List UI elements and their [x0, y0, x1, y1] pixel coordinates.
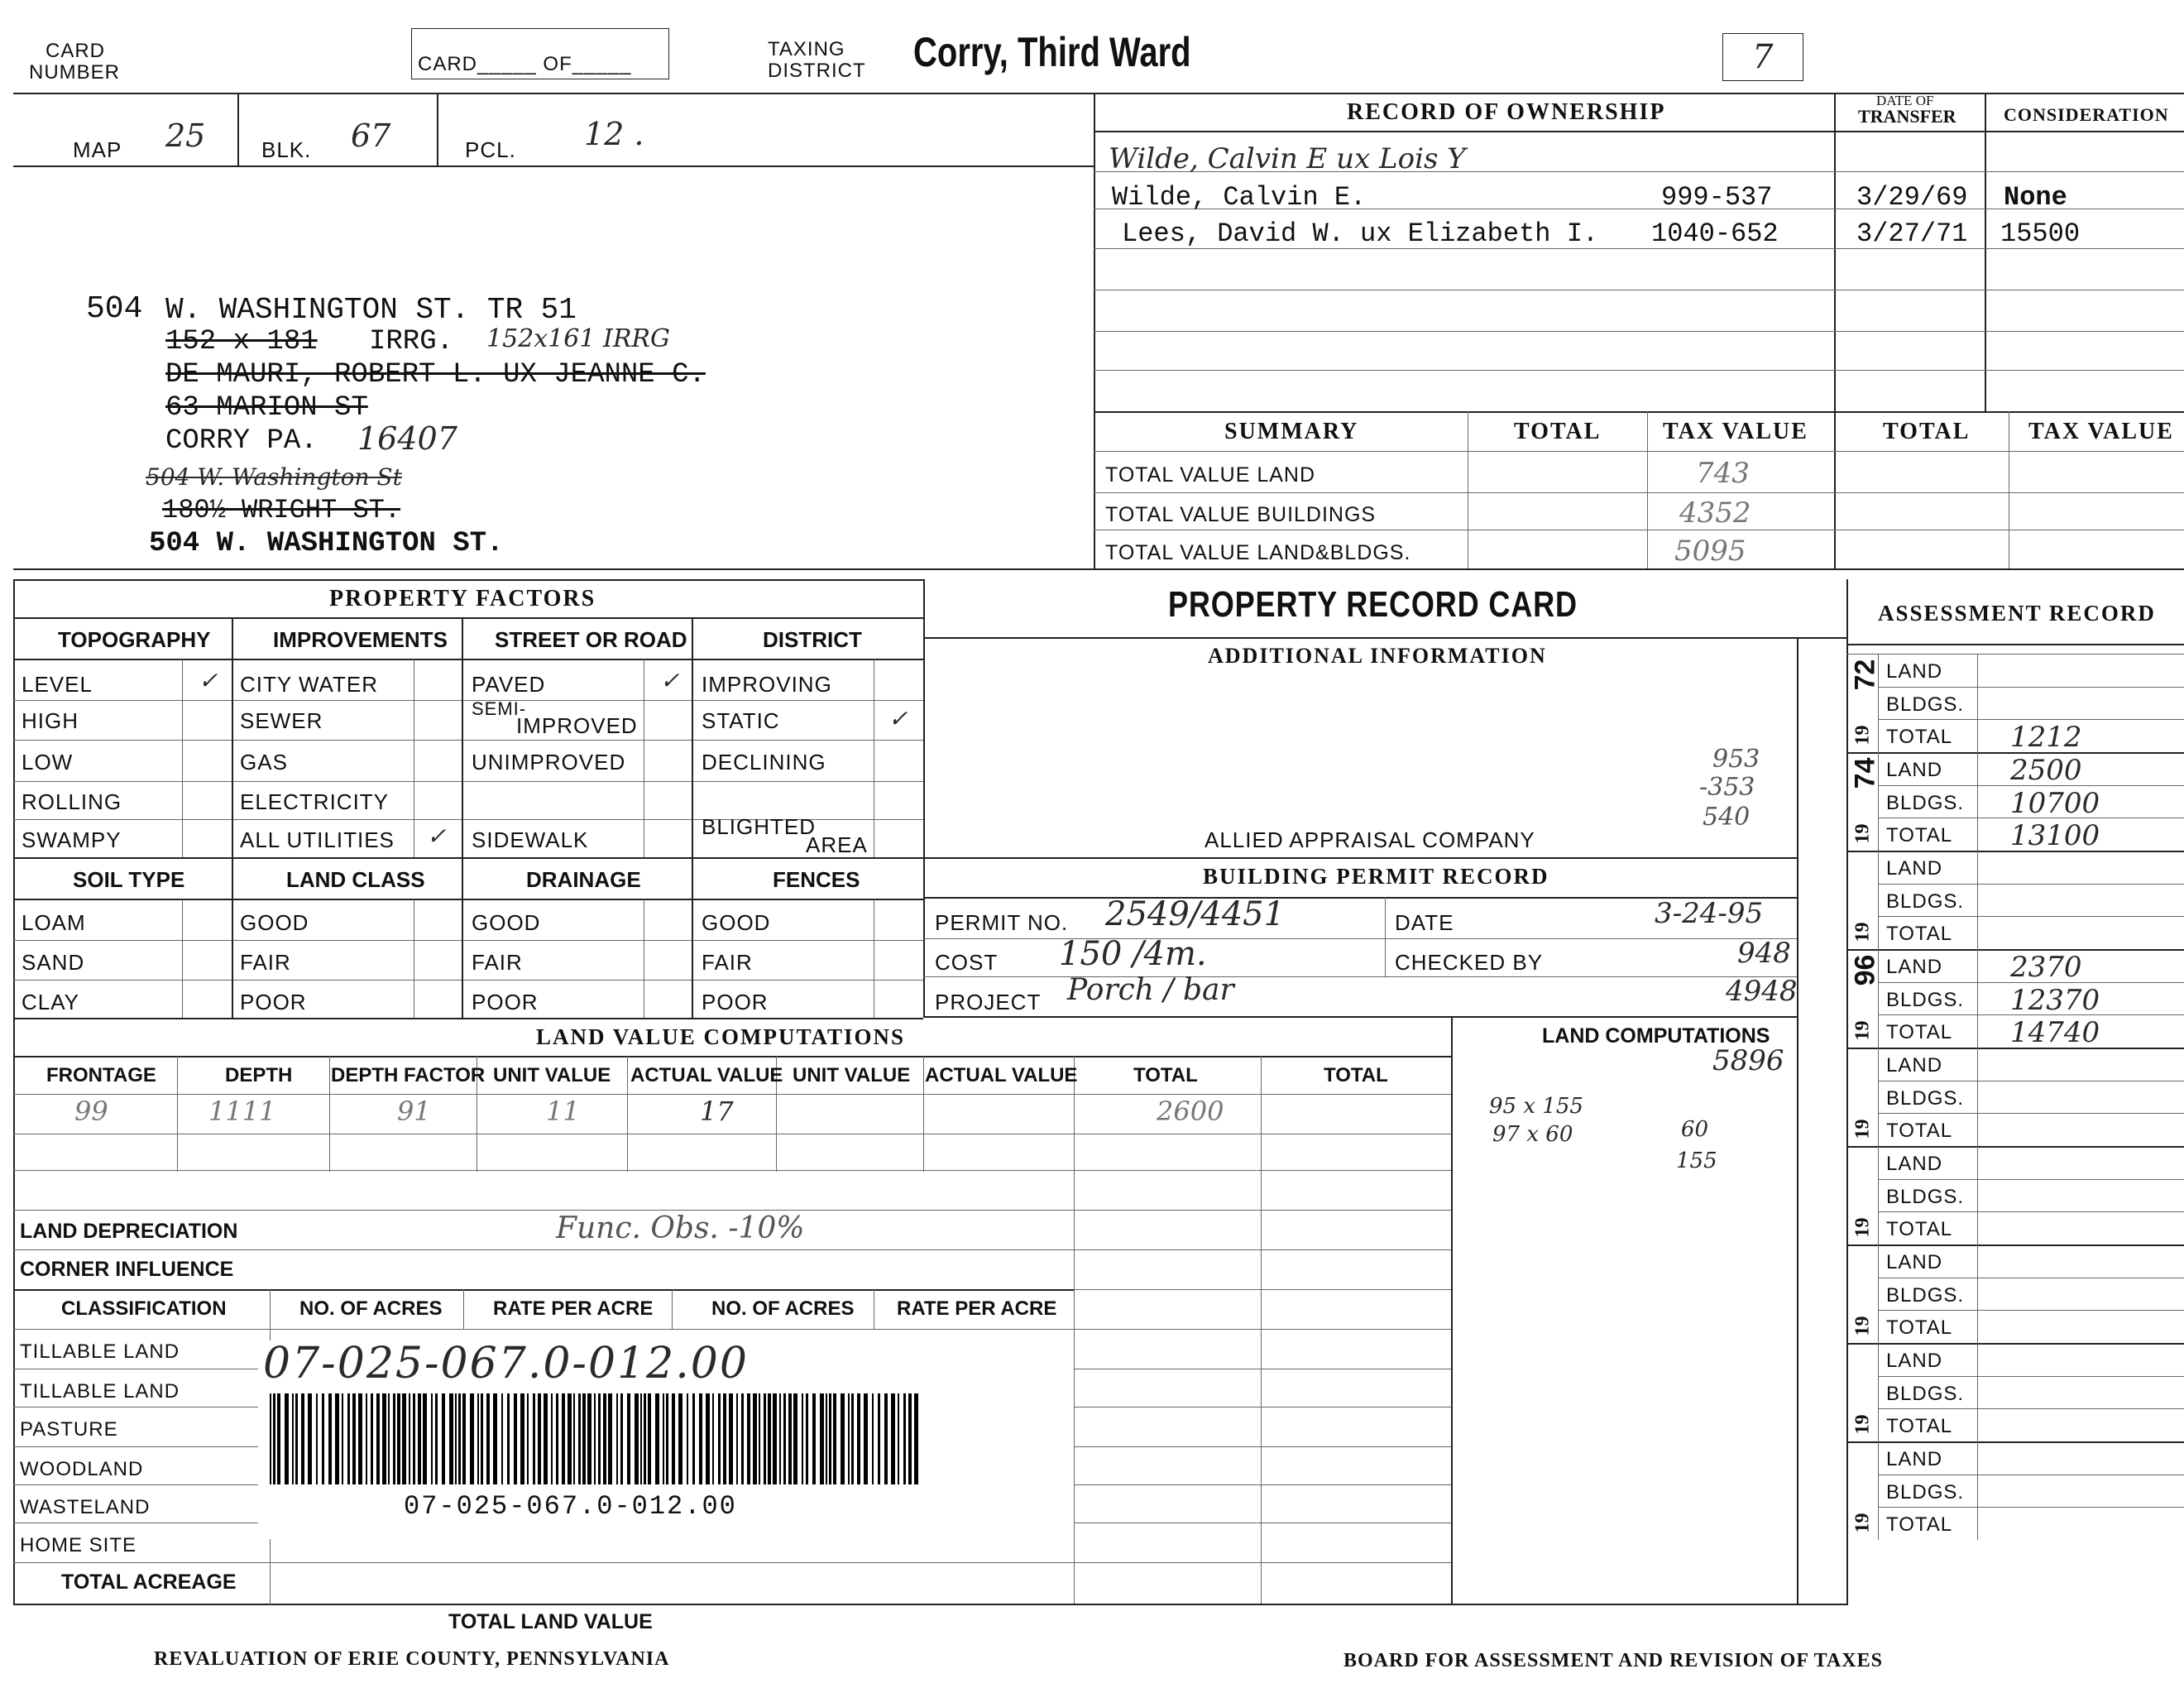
factor-label: FAIR [240, 950, 291, 975]
summary-tax-value-label-2: TAX VALUE [2028, 419, 2174, 444]
factor-label: GOOD [240, 910, 309, 935]
factor-label: SEWER [240, 708, 323, 733]
assessment-row-label: TOTAL [1886, 824, 1953, 847]
lv-total: 2600 [1157, 1096, 1224, 1127]
map-value: 25 [165, 117, 206, 154]
factor-label: PAVED [472, 672, 546, 697]
summary-hand-value: 4352 [1679, 496, 1751, 530]
lv-col-depth: DEPTH [225, 1064, 293, 1086]
factor-label: ALL UTILITIES [240, 827, 395, 852]
land-value-title: LAND VALUE COMPUTATIONS [536, 1024, 906, 1049]
cl-col-acres: NO. OF ACRES [299, 1297, 443, 1320]
assessment-row-label: TOTAL [1886, 726, 1953, 749]
appraisal-company: ALLIED APPRAISAL COMPANY [1205, 827, 1535, 852]
summary-row-label: TOTAL VALUE LAND [1105, 463, 1316, 487]
taxing-district: Corry, Third Ward [913, 29, 1191, 75]
check-mark: ✓ [199, 667, 218, 694]
assessment-year-prefix: 19 [1851, 1414, 1874, 1435]
factor-label: ELECTRICITY [240, 789, 390, 814]
summary-total-label: TOTAL [1514, 419, 1602, 444]
check-mark: ✓ [660, 667, 680, 694]
permit-no-label: PERMIT NO. [935, 910, 1069, 935]
assessment-row-label: TOTAL [1886, 1316, 1953, 1340]
check-mark: ✓ [888, 705, 908, 732]
assessment-value: 2370 [2010, 951, 2082, 984]
pcl-value: 12 . [584, 116, 644, 152]
owner-deed-book: 1040-652 [1651, 218, 1779, 249]
factor-label: SAND [22, 950, 85, 975]
summary-hand-value: 743 [1696, 457, 1750, 490]
corner-influence-label: CORNER INFLUENCE [20, 1258, 234, 1281]
assessment-row-label: LAND [1886, 1448, 1943, 1470]
barcode-icon [270, 1393, 923, 1484]
handwritten-struck: 504 W. Washington St [146, 463, 402, 491]
additional-hand-note: 953 [1712, 745, 1760, 774]
assessment-value: 10700 [2010, 786, 2100, 820]
factor-label: GOOD [472, 910, 541, 935]
prior-address-struck: 63 MARION ST [165, 392, 368, 424]
owner-name: Wilde, Calvin E. [1112, 182, 1367, 213]
factor-label: STATIC [702, 708, 780, 733]
assessment-row-label: BLDGS. [1886, 890, 1965, 913]
cl-col-classification: CLASSIFICATION [61, 1297, 227, 1320]
blk-value: 67 [351, 117, 391, 154]
assessment-row-label: BLDGS. [1886, 988, 1965, 1011]
total-acreage-label: TOTAL ACREAGE [61, 1571, 237, 1594]
land-comp-hand: 97 x 60 [1492, 1122, 1573, 1147]
assessment-row-label: LAND [1886, 660, 1943, 683]
lv-col-total-2: TOTAL [1324, 1064, 1388, 1086]
summary-total-label-2: TOTAL [1883, 419, 1971, 444]
factor-label: FAIR [702, 950, 753, 975]
permit-checked-label: CHECKED BY [1395, 950, 1544, 975]
factor-label: GOOD [702, 910, 771, 935]
cl-col-acres-2: NO. OF ACRES [711, 1297, 855, 1320]
property-record-card-title: PROPERTY RECORD CARD [1168, 584, 1578, 625]
blk-label: BLK. [261, 137, 312, 162]
owner-name: Lees, David W. ux Elizabeth I. [1122, 218, 1599, 249]
land-depreciation-label: LAND DEPRECIATION [20, 1220, 238, 1243]
permit-project-label: PROJECT [935, 990, 1042, 1014]
date-of-label: DATE OF [1876, 93, 1934, 108]
owner-transfer-date: 3/29/69 [1856, 182, 1968, 213]
district-label: DISTRICT [768, 60, 866, 82]
ownership-title: RECORD OF OWNERSHIP [1347, 99, 1666, 125]
assessment-row-label: LAND [1886, 1054, 1943, 1077]
land-comp-hand: 95 x 155 [1489, 1094, 1583, 1119]
factor-label: DECLINING [702, 750, 826, 774]
classification-row: WASTELAND [20, 1496, 151, 1518]
assessment-year-prefix: 19 [1851, 1217, 1874, 1238]
lv-col-frontage: FRONTAGE [46, 1064, 156, 1086]
card-number-label: CARD [46, 40, 106, 62]
assessment-value: 2500 [2010, 754, 2082, 787]
factor-label: SWAMPY [22, 827, 122, 852]
assessment-row-label: LAND [1886, 1153, 1943, 1175]
factor-label: FAIR [472, 950, 523, 975]
lv-unit-value: 11 [546, 1096, 580, 1127]
factor-label: GAS [240, 750, 288, 774]
dims-type: IRRG. [369, 326, 454, 357]
summary-hand-value: 5095 [1674, 535, 1746, 568]
factor-label: SIDEWALK [472, 827, 589, 852]
factor-label: POOR [702, 990, 769, 1014]
card-number-label-2: NUMBER [29, 61, 121, 84]
owner-deed-book: 999-537 [1661, 182, 1773, 213]
assessment-row-label: TOTAL [1886, 1021, 1953, 1044]
assessment-row-label: LAND [1886, 1251, 1943, 1273]
cl-col-rate: RATE PER ACRE [493, 1297, 654, 1320]
assessment-value: 12370 [2010, 983, 2100, 1017]
permit-no: 2549/4451 [1105, 895, 1286, 933]
factor-label: BLIGHTED [702, 814, 817, 839]
col-drainage: DRAINAGE [526, 867, 641, 892]
additional-hand-note: 540 [1703, 803, 1751, 832]
additional-info-title: ADDITIONAL INFORMATION [1208, 644, 1547, 668]
land-computations-title: LAND COMPUTATIONS [1542, 1024, 1770, 1048]
summary-row-label: TOTAL VALUE LAND&BLDGS. [1105, 541, 1411, 564]
permit-date: 3-24-95 [1655, 897, 1764, 930]
lv-actual-value: 17 [700, 1096, 734, 1127]
lv-depth-factor: 91 [397, 1096, 431, 1127]
assessment-year-prefix: 19 [1851, 1316, 1874, 1336]
prior-owner-struck: DE MAURI, ROBERT L. UX JEANNE C. [165, 359, 706, 391]
factor-label: LOAM [22, 910, 86, 935]
barcode-handwritten: 07-025-067.0-012.00 [263, 1339, 749, 1388]
lv-col-total: TOTAL [1133, 1064, 1198, 1086]
land-depreciation-value: Func. Obs. -10% [556, 1211, 805, 1245]
col-street: STREET OR ROAD [495, 627, 687, 652]
factor-label: ROLLING [22, 789, 122, 814]
assessment-row-label: BLDGS. [1886, 1185, 1965, 1208]
permit-title: BUILDING PERMIT RECORD [1203, 864, 1549, 889]
additional-hand-note: -353 [1699, 773, 1755, 802]
check-mark: ✓ [427, 822, 447, 850]
factor-label: UNIMPROVED [472, 750, 626, 774]
classification-row: PASTURE [20, 1418, 118, 1441]
assessment-row-label: TOTAL [1886, 923, 1953, 946]
footer-left: REVALUATION OF ERIE COUNTY, PENNSYLVANIA [154, 1648, 670, 1670]
permit-project-note: 4948 [1726, 975, 1798, 1008]
city: CORRY PA. [165, 425, 318, 457]
lv-depth: 1111 [208, 1096, 276, 1127]
assessment-value: 1212 [2010, 721, 2082, 755]
assessment-year-prefix: 19 [1851, 725, 1874, 746]
barcode-text: 07-025-067.0-012.00 [404, 1491, 737, 1522]
consideration-label: CONSIDERATION [2004, 104, 2169, 125]
lv-col-unit-value: UNIT VALUE [493, 1064, 611, 1086]
lv-col-actual-value-2: ACTUAL VALUE [925, 1064, 1078, 1086]
owner-consideration: 15500 [2000, 218, 2081, 249]
assessment-row-label: BLDGS. [1886, 1086, 1965, 1110]
summary-title: SUMMARY [1224, 419, 1359, 444]
dims-handwritten: 152x161 IRRG [486, 324, 670, 353]
col-improvements: IMPROVEMENTS [273, 627, 448, 652]
prior-address-2-struck: 180½ WRIGHT ST. [162, 495, 401, 525]
owner-transfer-date: 3/27/71 [1856, 218, 1968, 249]
assessment-year-prefix: 19 [1851, 1020, 1874, 1041]
assessment-row-label: BLDGS. [1886, 1480, 1965, 1503]
factor-label: POOR [240, 990, 307, 1014]
assessment-year: 74 [1849, 757, 1881, 789]
assessment-row-label: BLDGS. [1886, 1382, 1965, 1405]
assessment-row-label: LAND [1886, 759, 1943, 781]
assessment-value: 13100 [2010, 819, 2100, 853]
footer-right: BOARD FOR ASSESSMENT AND REVISION OF TAXES [1343, 1650, 1883, 1671]
total-land-value-label: TOTAL LAND VALUE [448, 1610, 653, 1633]
cl-col-rate-2: RATE PER ACRE [897, 1297, 1057, 1320]
assessment-year-prefix: 19 [1851, 922, 1874, 942]
summary-tax-value-label: TAX VALUE [1663, 419, 1808, 444]
lv-col-unit-value-2: UNIT VALUE [793, 1064, 911, 1086]
street-address: W. WASHINGTON ST. TR 51 [165, 293, 577, 327]
factor-label: HIGH [22, 708, 79, 733]
col-topography: TOPOGRAPHY [58, 627, 211, 652]
permit-date-label: DATE [1395, 910, 1454, 935]
assessment-title: ASSESSMENT RECORD [1878, 601, 2156, 626]
transfer-label: TRANSFER [1858, 106, 1956, 127]
classification-row: TILLABLE LAND [20, 1340, 180, 1363]
factor-label: CITY WATER [240, 672, 378, 697]
classification-row: WOODLAND [20, 1458, 144, 1480]
assessment-year-prefix: 19 [1851, 1513, 1874, 1533]
assessment-year: 96 [1849, 954, 1881, 986]
taxing-label: TAXING [768, 38, 845, 60]
assessment-row-label: TOTAL [1886, 1218, 1953, 1241]
assessment-row-label: TOTAL [1886, 1120, 1953, 1143]
factor-label: IMPROVING [702, 672, 832, 697]
final-address: 504 W. WASHINGTON ST. [149, 528, 504, 559]
factor-label: LEVEL [22, 672, 93, 697]
permit-project: Porch / bar [1067, 973, 1234, 1007]
assessment-year-prefix: 19 [1851, 823, 1874, 844]
factor-label: POOR [472, 990, 539, 1014]
assessment-row-label: LAND [1886, 1350, 1943, 1372]
land-comp-value: 5896 [1712, 1044, 1784, 1077]
zip-handwritten: 16407 [357, 420, 457, 457]
map-label: MAP [73, 137, 122, 162]
permit-checked: 948 [1737, 937, 1791, 970]
lv-frontage: 99 [74, 1096, 108, 1127]
summary-row-label: TOTAL VALUE BUILDINGS [1105, 503, 1377, 526]
property-factors-title: PROPERTY FACTORS [329, 586, 596, 611]
assessment-row-label: TOTAL [1886, 1513, 1953, 1537]
owner-consideration: None [2004, 182, 2067, 213]
col-district: DISTRICT [763, 627, 862, 652]
factor-label: AREA [806, 832, 868, 857]
card-of-label: CARD_____ OF_____ [418, 53, 632, 75]
lv-col-actual-value: ACTUAL VALUE [630, 1064, 783, 1086]
owner-name: Wilde, Calvin E ux Lois Y [1109, 142, 1466, 175]
assessment-row-label: BLDGS. [1886, 693, 1965, 716]
factor-label: LOW [22, 750, 74, 774]
assessment-row-label: BLDGS. [1886, 791, 1965, 814]
factor-label: IMPROVED [516, 713, 638, 738]
pcl-label: PCL. [465, 137, 516, 162]
classification-row: TILLABLE LAND [20, 1380, 180, 1403]
factor-label: SEMI- [472, 698, 527, 719]
lv-col-depth-factor: DEPTH FACTOR [331, 1064, 486, 1086]
assessment-row-label: TOTAL [1886, 1415, 1953, 1438]
factor-label: CLAY [22, 990, 79, 1014]
permit-cost-label: COST [935, 950, 999, 975]
land-comp-hand: 155 [1676, 1149, 1717, 1173]
assessment-year: 72 [1849, 659, 1881, 691]
assessment-year-prefix: 19 [1851, 1119, 1874, 1139]
col-soil-type: SOIL TYPE [73, 867, 185, 892]
permit-cost: 150 /4m. [1059, 935, 1207, 973]
assessment-row-label: LAND [1886, 857, 1943, 880]
col-fences: FENCES [773, 867, 860, 892]
district-number: 7 [1752, 38, 1774, 76]
dims-struck: 152 x 181 [165, 326, 318, 357]
house-number: 504 [86, 291, 143, 327]
assessment-row-label: BLDGS. [1886, 1283, 1965, 1307]
assessment-row-label: LAND [1886, 956, 1943, 978]
assessment-value: 14740 [2010, 1016, 2100, 1050]
classification-row: HOME SITE [20, 1534, 137, 1556]
col-land-class: LAND CLASS [286, 867, 425, 892]
land-comp-hand: 60 [1681, 1117, 1709, 1142]
